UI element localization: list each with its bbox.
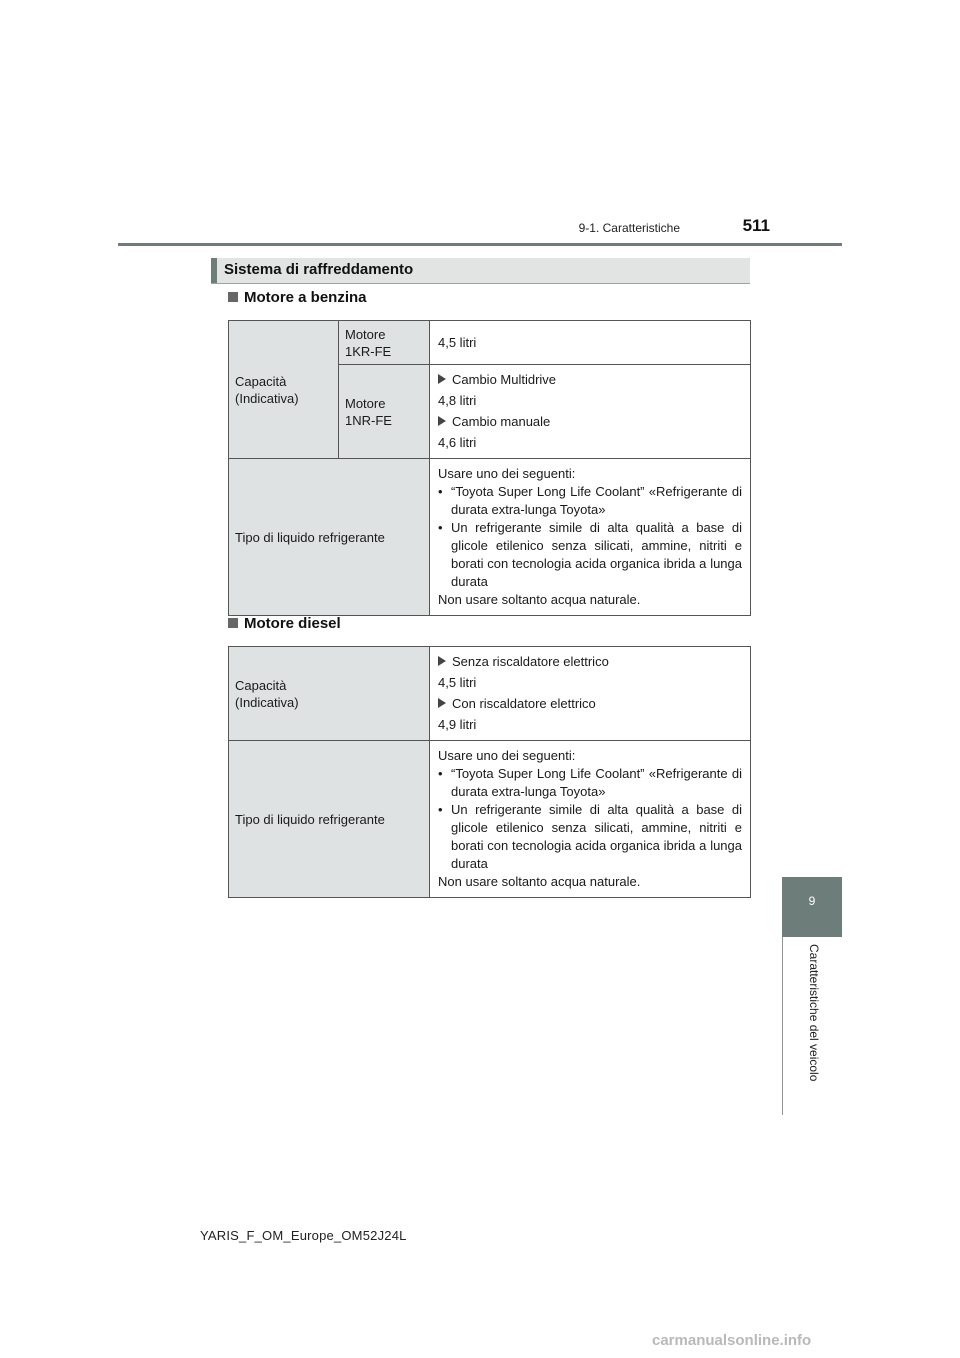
table-row: [229, 647, 751, 741]
list-item: [438, 519, 742, 591]
chapter-tab: [782, 877, 842, 937]
petrol-heading-text: Motore a benzina: [244, 289, 367, 306]
watermark: carmanualsonline.info: [652, 1332, 812, 1349]
diesel-heading-text: Motore diesel: [244, 615, 341, 632]
page-number: 511: [742, 216, 770, 235]
header-divider: [118, 243, 842, 246]
multidrive-label: Cambio Multidrive: [452, 372, 557, 387]
square-bullet-icon: [228, 618, 238, 628]
list-item: [438, 483, 742, 519]
diesel-coolant-values: [430, 741, 751, 898]
triangle-bullet-icon: [438, 416, 446, 426]
triangle-bullet-icon: [438, 698, 446, 708]
coolant-option-2: Un refrigerante simile di alta qualità a base di glicole etilenico senza silicati, ammine, nitriti e borati con tecnologia acida organica ibrida a lunga durata: [451, 520, 742, 589]
chapter-number: 9: [808, 894, 816, 908]
coolant-option-1: “Toyota Super Long Life Coolant” «Refrigerante di durata extra-lunga Toyota»: [451, 766, 742, 799]
engine-1nr-values: [430, 365, 751, 459]
petrol-heading: [228, 289, 367, 306]
list-item: [438, 371, 742, 389]
section-accent: [211, 258, 217, 283]
diesel-capacity-label: Capacità (Indicativa): [229, 647, 430, 741]
table-row: [229, 459, 751, 616]
engine-1kr-value: 4,5 litri: [430, 321, 751, 365]
triangle-bullet-icon: [438, 656, 446, 666]
coolant-option-1: “Toyota Super Long Life Coolant” «Refrigerante di durata extra-lunga Toyota»: [451, 484, 742, 517]
diesel-heading: [228, 615, 341, 632]
section-title: Sistema di raffreddamento: [224, 261, 414, 278]
petrol-coolant-label: Tipo di liquido refrigerante: [229, 459, 430, 616]
multidrive-value: 4,8 litri: [438, 393, 477, 408]
coolant-note: Non usare soltanto acqua naturale.: [438, 592, 641, 607]
coolant-note: Non usare soltanto acqua naturale.: [438, 874, 641, 889]
footer-document-code: YARIS_F_OM_Europe_OM52J24L: [200, 1228, 407, 1243]
manual-label: Cambio manuale: [452, 414, 551, 429]
bullet-dot-icon: •: [438, 766, 443, 781]
coolant-option-2: Un refrigerante simile di alta qualità a base di glicole etilenico senza silicati, ammine, nitriti e borati con tecnologia acida organica ibrida a lunga durata: [451, 802, 742, 871]
engine-1nr-label: Motore 1NR-FE: [339, 365, 430, 459]
list-item: [438, 413, 742, 431]
petrol-capacity-label: Capacità (Indicativa): [229, 321, 339, 459]
engine-1kr-label: Motore 1KR-FE: [339, 321, 430, 365]
petrol-spec-table: [228, 320, 751, 616]
coolant-intro: Usare uno dei seguenti:: [438, 748, 576, 763]
page-header: [0, 0, 960, 250]
no-heater-value: 4,5 litri: [438, 675, 477, 690]
no-heater-label: Senza riscaldatore elettrico: [452, 654, 609, 669]
list-item: [438, 765, 742, 801]
diesel-capacity-values: [430, 647, 751, 741]
bullet-dot-icon: •: [438, 484, 443, 499]
manual-value: 4,6 litri: [438, 435, 477, 450]
heater-value: 4,9 litri: [438, 717, 477, 732]
diesel-spec-table: [228, 646, 751, 898]
header-section-title: 9-1. Caratteristiche: [578, 221, 680, 235]
bullet-dot-icon: •: [438, 520, 443, 535]
table-row: [229, 321, 751, 365]
list-item: [438, 653, 742, 671]
bullet-dot-icon: •: [438, 802, 443, 817]
triangle-bullet-icon: [438, 374, 446, 384]
diesel-coolant-label: Tipo di liquido refrigerante: [229, 741, 430, 898]
section-title-bar: [211, 258, 750, 284]
square-bullet-icon: [228, 292, 238, 302]
list-item: [438, 695, 742, 713]
list-item: [438, 801, 742, 873]
table-row: [229, 741, 751, 898]
heater-label: Con riscaldatore elettrico: [452, 696, 596, 711]
coolant-intro: Usare uno dei seguenti:: [438, 466, 576, 481]
petrol-coolant-values: [430, 459, 751, 616]
chapter-label: Caratteristiche del veicolo: [807, 944, 821, 1082]
